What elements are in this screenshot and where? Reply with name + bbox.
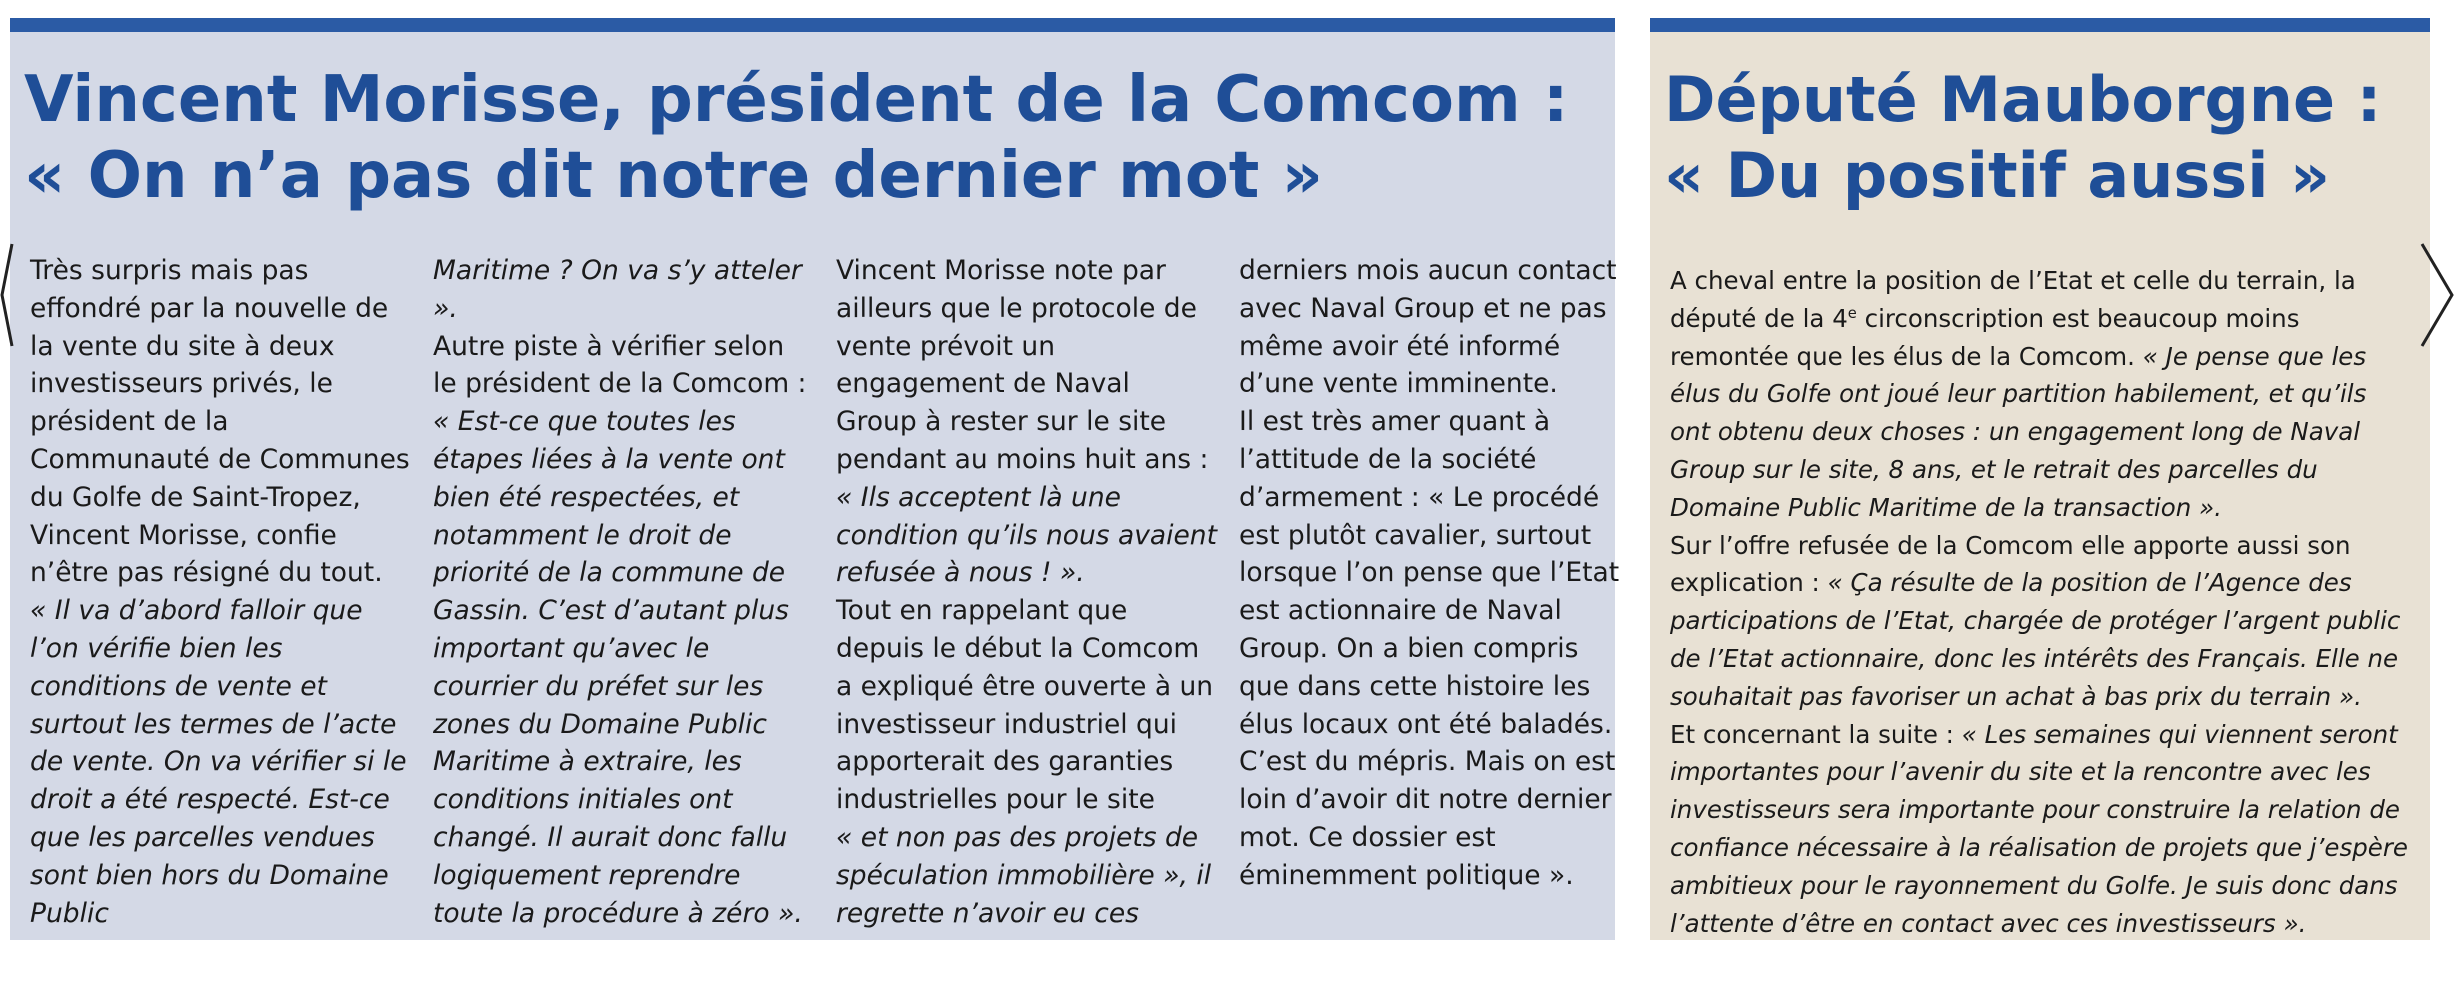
paragraph: Il est très amer quant à l’attitude de la société d’armement : « Le procédé est plutôt cavalier, surtout lorsque l’on pense que l’Etat est actionnaire de Naval Group. On a bien compris que dans cette histoire les élus locaux ont été baladés. C’est du mépris. Mais on est loin d’avoir dit notre dernier mot. Ce dossier est éminemment politique ». <box>1239 406 1620 891</box>
paragraph: « et non pas des projets de spéculation immobilière », il regrette n’avoir eu ces <box>836 821 1212 929</box>
paragraph-3: Et concernant la suite : « Les semaines qui viennent seront importantes pour l’avenir du site et la rencontre avec les investisseurs sera importante pour construire la relation de confiance nécessaire à la réalisation de projets que j’espère ambitieux pour le rayonnement du Golfe. Je suis donc dans l’attente d’être en contact avec ces investisseurs ». <box>1670 719 2409 938</box>
paragraph: Très surpris mais pas effondré par la nouvelle de la vente du site à deux investisseurs privés, le président de la Communauté de Communes du Golfe de Saint-Tropez, Vincent Morisse, confie n’être pas résigné du tout. <box>30 255 410 589</box>
paragraph: « Ils acceptent là une condition qu’ils nous avaient refusée à nous ! ». <box>836 481 1217 589</box>
paragraph: derniers mois aucun contact avec Naval Group et ne pas même avoir été informé d’une vente imminente. <box>1239 255 1617 400</box>
paragraph: Autre piste à vérifier selon le président de la Comcom : <box>433 330 807 400</box>
column-4 <box>1239 252 1620 932</box>
article-columns <box>30 252 1620 932</box>
article-body <box>1670 262 2410 942</box>
headline-line-2: « On n’a pas dit notre dernier mot » <box>24 139 1323 213</box>
article-box <box>1650 32 2430 940</box>
accent-bar <box>1650 18 2430 32</box>
article-headline <box>1664 62 2430 214</box>
headline-line-2: « Du positif aussi » <box>1664 139 2331 212</box>
column-1 <box>30 252 411 932</box>
paragraph: Maritime ? On va s’y atteler ». <box>433 255 802 324</box>
paragraph: « Est-ce que toutes les étapes liées à la vente ont bien été respectées, et notamment le droit de priorité de la commune de Gassin. C’est d’autant plus important qu’avec le courrier du préfet sur les zones du Domaine Public Maritime à extraire, les conditions initiales ont changé. Il aurait donc fallu logiquement reprendre toute la procédure à zéro ». <box>433 406 803 929</box>
article-box <box>10 32 1620 940</box>
article-headline <box>24 62 1615 214</box>
column-3 <box>836 252 1217 932</box>
right-article <box>1650 18 2430 940</box>
paragraph: Tout en rappelant que depuis le début la Comcom a expliqué être ouverte à un investisseur industriel qui apporterait des garanties industrielles pour le site <box>836 595 1214 816</box>
column-2 <box>433 252 814 932</box>
chevron-left-icon[interactable] <box>0 240 14 350</box>
paragraph-2: Sur l’offre refusée de la Comcom elle apporte aussi son explication : « Ça résulte de la position de l’Agence des participations de l’Etat, chargée de protéger l’argent public de l’Etat actionnaire, donc les intérêts des Français. Elle ne souhaitait pas favoriser un achat à bas prix du terrain ». <box>1670 530 2401 711</box>
chevron-right-icon[interactable] <box>2418 240 2456 350</box>
left-article <box>10 18 1620 940</box>
headline-line-1: Vincent Morisse, président de la Comcom : <box>24 63 1569 137</box>
paragraph: Vincent Morisse note par ailleurs que le protocole de vente prévoit un engagement de Naval Group à rester sur le site pendant au moins huit ans : <box>836 255 1209 475</box>
headline-line-1: Député Mauborgne : <box>1664 63 2382 136</box>
paragraph-1: A cheval entre la position de l’Etat et celle du terrain, la député de la 4e circonscription est beaucoup moins remontée que les élus de la Comcom. « Je pense que les élus du Golfe ont joué leur partition habilement, et qu’ils ont obtenu deux choses : un engagement long de Naval Group sur le site, 8 ans, et le retrait des parcelles du Domaine Public Maritime de la transaction ». <box>1670 266 2367 522</box>
paragraph: « Il va d’abord falloir que l’on vérifie bien les conditions de vente et surtout les termes de l’acte de vente. On va vérifier si le droit a été respecté. Est-ce que les parcelles vendues sont bien hors du Domaine Public <box>30 595 407 929</box>
accent-bar <box>10 18 1615 32</box>
